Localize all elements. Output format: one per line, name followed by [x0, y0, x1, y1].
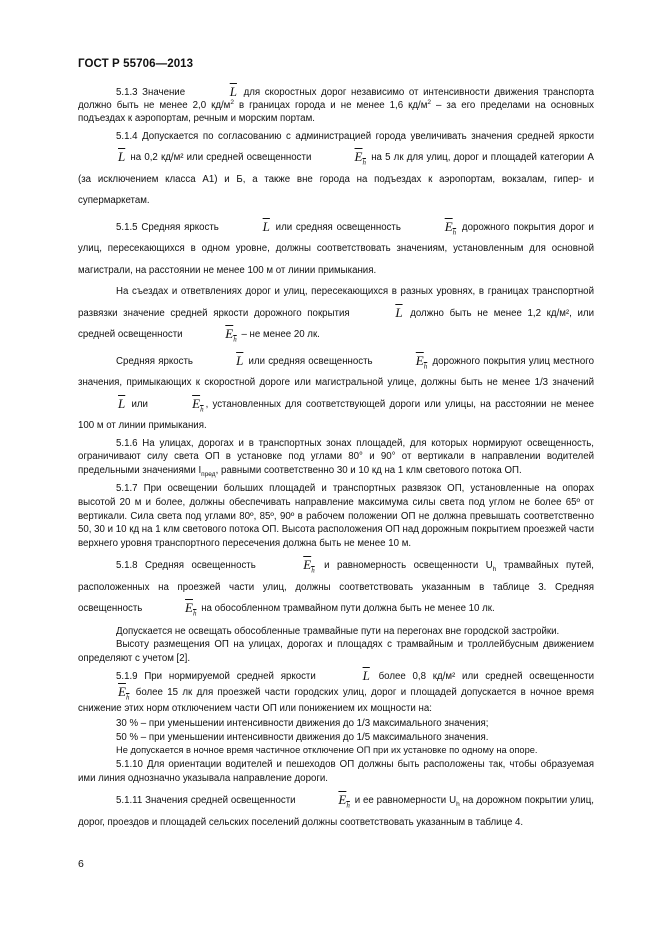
luminance-symbol: $\overline{L}$ [362, 667, 370, 683]
clause-5-1-7: 5.1.7 При освещении больших площадей и транспортных развязок ОП, установленные на опорах высотой 20 м и более, должны обеспечивать направление максимума силы света под углом не более 65º от вертикали. Сила света под углами 80º, 85º, 90º в рабочем положении ОП не должна превышать соответственно 50, 30 и 10 кд на 1 клм светового потока ОП. Высота расположения ОП над дорожным покрытием проезжей части верхнего уровня транспортного пересечения должна быть не менее 10 м. [78, 483, 594, 549]
document-body [78, 85, 594, 833]
illuminance-symbol: $E_h$ [303, 557, 315, 575]
luminance-symbol: $\overline{L}$ [236, 352, 244, 368]
illuminance-symbol: $E_h$ [192, 395, 204, 414]
clause-5-1-9: 5.1.9 При нормируемой средней яркости $\overline{L}$ более 0,8 кд/м² или средней освещенности $E_h$ более 15 лк для проезжей части городских улиц, дорог и площадей допускается в ночное время снижение этих норм отключением части ОП или понижением их мощности на: [78, 667, 594, 715]
illuminance-symbol: $E_h$ [338, 792, 350, 810]
document-header: ГОСТ Р 55706—2013 [78, 58, 194, 70]
illuminance-symbol: $E_h$ [415, 352, 428, 371]
clause-5-1-8-tram-note: Допускается не освещать обособленные трамвайные пути на перегонах вне городской застройки. [116, 625, 560, 637]
clause-5-1-9-note: Не допускается в ночное время частичное отключение ОП при их установке по одному на опоре. [116, 745, 538, 756]
illuminance-symbol: $E_h$ [354, 149, 366, 167]
clause-5-1-4: 5.1.4 Допускается по согласованию с администрацией города увеличивать значения средней яркости $\overline{L}$ на 0,2 кд/м² или средней освещенности $E_h$ на 5 лк для улиц, дорог и площадей категории А (за исключением класса А1) и Б, а также вне города на подъездах к аэропортам, вокзалам, гипер- и супермаркетам. [78, 130, 594, 207]
clause-5-1-10: 5.1.10 Для ориентации водителей и пешеходов ОП должны быть расположены так, чтобы образуемая ими линия однозначно указывала направление дороги. [78, 759, 594, 784]
luminance-symbol: $\overline{L}$ [118, 395, 126, 411]
clause-5-1-6: 5.1.6 На улицах, дорогах и в транспортных зонах площадей, для которых нормируют освещенность, ограничивают силу света ОП в установке под углами 80° и 90° от вертикали в направлении водителей предельными значениями $I_{пред}$, равными соответственно 30 и 10 кд на 1 клм светового потока ОП. [78, 437, 594, 478]
clause-5-1-9-item-30: 30 % – при уменьшении интенсивности движения до 1/3 максимального значения; [116, 718, 489, 730]
clause-5-1-11: 5.1.11 Значения средней освещенности $E_h$ и ее равномерности $U_h$ на дорожном покрытии улиц, дорог, проездов и площадей сельских поселений должны соответствовать указанным в таблице 4. [78, 792, 594, 828]
clause-5-1-5-local-streets: Средняя яркость $\overline{L}$ или средняя освещенность $E_h$ дорожного покрытия улиц местного значения, примыкающих к скоростной дороге или магистральной улице, должны быть не менее 1/3 значений $\overline{L}$ или $E_h$ , установленных для соответствующей дороги или улицы, на расстоянии не менее 100 м от линии примыкания. [78, 352, 594, 432]
clause-5-1-5: 5.1.5 Средняя яркость $\overline{L}$ или средняя освещенность $E_h$ дорожного покрытия дорог и улиц, пересекающихся в одном уровне, должны соответствовать значениям, установленным для основной магистрали, на расстоянии не менее 100 м от линии примыкания. [78, 218, 594, 276]
clause-5-1-8: 5.1.8 Средняя освещенность $E_h$ и равномерность освещенности $U_h$ трамвайных путей, расположенных на проезжей части улиц, должны соответствовать указанным в таблице 3. Средняя освещенность $E_h$ на обособленном трамвайном пути должна быть не менее 10 лк. [78, 557, 594, 618]
illuminance-symbol: $E_h$ [444, 218, 457, 237]
illuminance-symbol: $E_h$ [185, 600, 197, 618]
clause-5-1-9-item-50: 50 % – при уменьшении интенсивности движения до 1/5 максимального значения. [116, 731, 489, 743]
luminance-symbol: $\overline{L}$ [262, 218, 270, 234]
clause-5-1-5-interchange: На съездах и ответвлениях дорог и улиц, пересекающихся в разных уровнях, в границах транспортной развязки значение средней яркости дорожного покрытия $\overline{L}$ должно быть не менее 1,2 кд/м², или средней освещенности $E_h$ – не менее 20 лк. [78, 286, 594, 344]
luminance-symbol: $\overline{L}$ [118, 149, 126, 165]
clause-5-1-8-height-note: Высоту размещения ОП на улицах, дорогах и площадях с трамвайным и троллейбусным движением определяют с учетом [2]. [78, 639, 594, 665]
illuminance-symbol: $E_h$ [225, 326, 237, 344]
luminance-symbol: $\overline{L}$ [229, 84, 237, 99]
illuminance-symbol: $E_h$ [118, 683, 130, 702]
clause-5-1-3: 5.1.3 Значение $\overline{L}$ для скоростных дорог независимо от интенсивности движения транспорта должно быть не менее 2,0 $кд/м^2$ в границах города и не менее 1,6 $кд/м^2$ – за его пределами на основных подъездах к аэропортам, речным и морским портам. [78, 84, 594, 125]
page-number: 6 [78, 858, 84, 870]
luminance-symbol: $\overline{L}$ [395, 304, 403, 320]
